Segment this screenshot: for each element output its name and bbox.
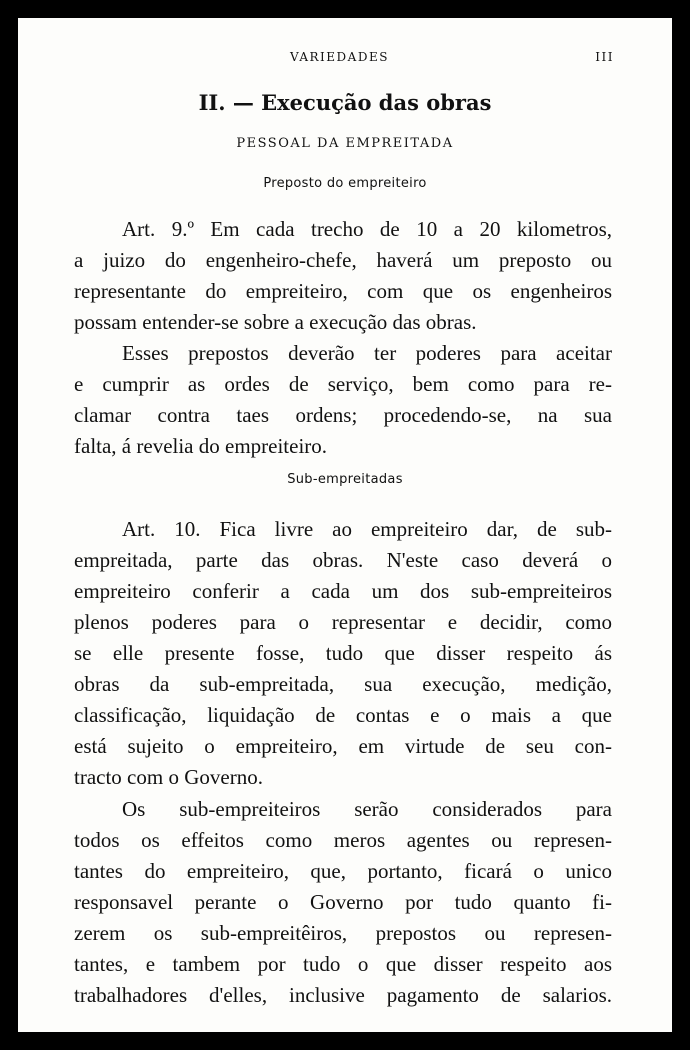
page-number: III: [595, 50, 614, 64]
text-line: Art. 9.º Em cada trecho de 10 a 20 kilometros,: [122, 217, 612, 241]
text-line: empreiteiro conferir a cada um dos sub-empreiteiros: [74, 579, 612, 603]
text-line: classificação, liquidação de contas e o mais a que: [74, 703, 612, 727]
heading-preposto: Preposto do empreiteiro: [263, 176, 427, 191]
text-line: tracto com o Governo.: [74, 765, 263, 789]
text-line: todos os effeitos como meros agentes ou represen-: [74, 828, 612, 852]
text-line: obras da sub-empreitada, sua execução, medição,: [74, 672, 612, 696]
text-line: clamar contra taes ordens; procedendo-se, na sua: [74, 403, 612, 427]
text-line: Os sub-empreiteiros serão considerados para: [122, 797, 612, 821]
text-line: tantes, e tambem por tudo o que disser respeito aos: [74, 952, 612, 976]
paragraph-art9: [74, 214, 612, 338]
text-line: está sujeito o empreiteiro, em virtude de seu con-: [74, 734, 612, 758]
text-line: falta, á revelia do empreiteiro.: [74, 434, 328, 458]
text-line: responsavel perante o Governo por tudo quanto fi-: [74, 890, 612, 914]
text-line: trabalhadores d'elles, inclusive pagamento de salarios.: [74, 983, 612, 1007]
paragraph-art10: [74, 514, 612, 793]
text-line: a juizo do engenheiro-chefe, haverá um preposto ou: [74, 248, 612, 272]
paragraph-subempreiteiros: [74, 794, 612, 1011]
text-line: possam entender-se sobre a execução das obras.: [74, 310, 477, 334]
heading-sub-empreitadas: Sub-empreitadas: [287, 472, 403, 487]
text-line: se elle presente fosse, tudo que disser respeito ás: [74, 641, 612, 665]
text-line: representante do empreiteiro, com que os engenheiros: [74, 279, 612, 303]
text-line: tantes do empreiteiro, que, portanto, ficará o unico: [74, 859, 612, 883]
text-line: Esses prepostos deverão ter poderes para aceitar: [122, 341, 612, 365]
text-line: empreitada, parte das obras. N'este caso deverá o: [74, 548, 612, 572]
text-line: plenos poderes para o representar e decidir, como: [74, 610, 612, 634]
section-subtitle: PESSOAL DA EMPREITADA: [236, 136, 454, 151]
text-line: e cumprir as ordes de serviço, bem como para re-: [74, 372, 612, 396]
paragraph-prepostos: [74, 338, 612, 462]
running-head-title: VARIEDADES: [290, 50, 389, 64]
text-line: zerem os sub-empreitêiros, prepostos ou represen-: [74, 921, 612, 945]
text-line: Art. 10. Fica livre ao empreiteiro dar, de sub-: [122, 517, 612, 541]
section-title: II. — Execução das obras: [198, 90, 492, 115]
book-page: [18, 18, 672, 1032]
